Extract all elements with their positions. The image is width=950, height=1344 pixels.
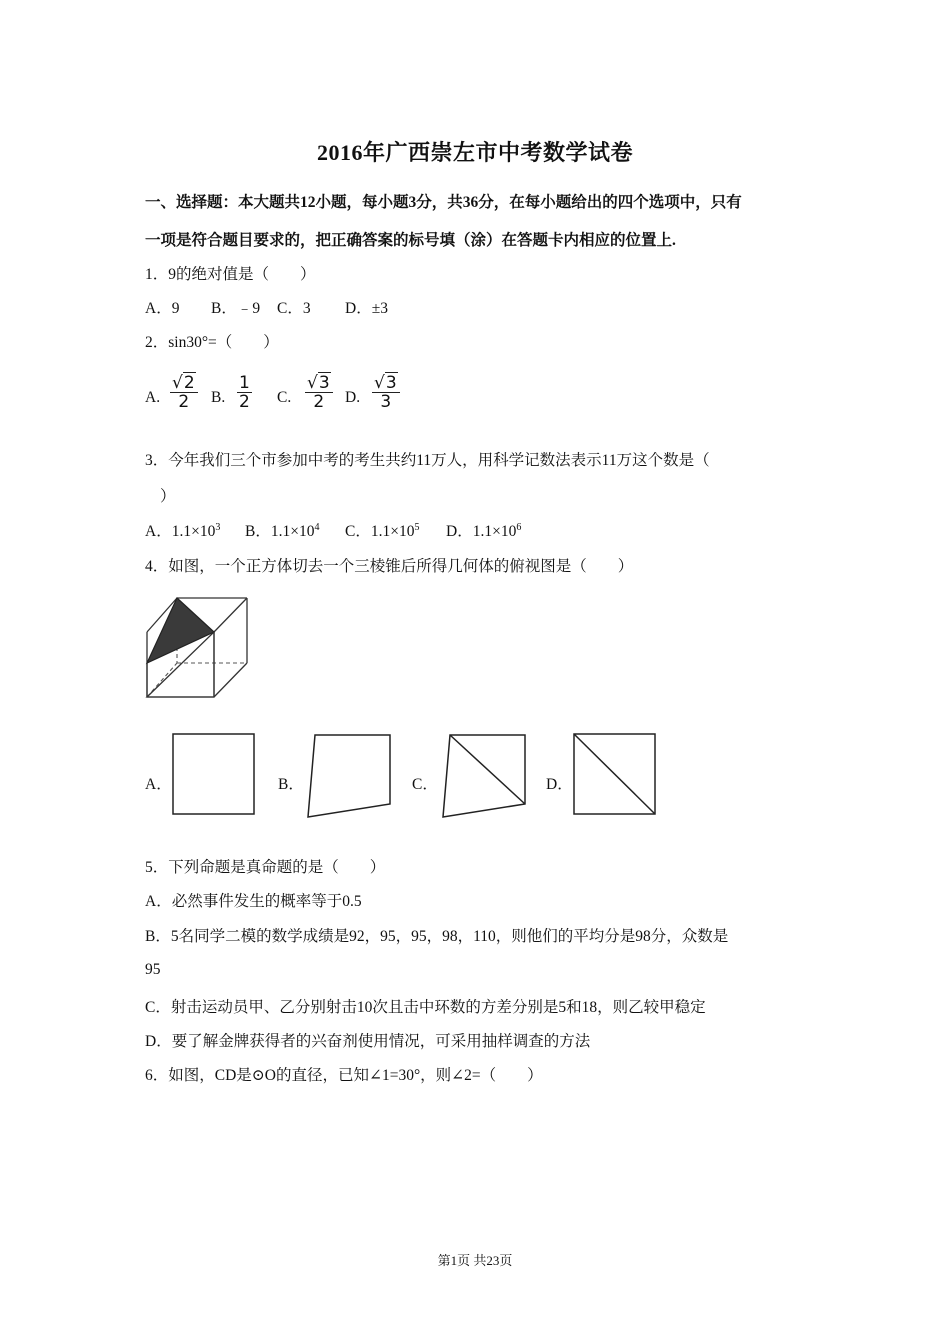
q2-option-b-numerator: 1 [239,373,250,393]
section-heading-line2: 一项是符合题目要求的，把正确答案的标号填（涂）在答题卡内相应的位置上. [145,232,676,249]
q1-option-a: A．9 [145,300,180,317]
q1-option-c: C．3 [277,300,311,317]
q1-stem: 1．9的绝对值是（ ） [145,266,316,283]
q4-option-d-label: D． [546,776,573,793]
q2-option-a-radicand: 2 [183,373,195,393]
q4-option-d-figure [573,733,657,817]
q6-stem: 6．如图，CD是⊙O的直径，已知∠1=30°，则∠2=（ ） [145,1067,543,1084]
q5-option-c: C．射击运动员甲、乙分别射击10次且击中环数的方差分别是5和18，则乙较甲稳定 [145,999,706,1016]
q3-option-c: C．$1.1\times 10^5$ [345,521,420,540]
paper-title: 2016年广西崇左市中考数学试卷 [316,140,633,165]
q3-option-b: B．$1.1\times 10^4$ [245,521,320,540]
q5-option-d: D．要了解金牌获得者的兴奋剂使用情况，可采用抽样调查的方法 [145,1033,591,1050]
q5-option-b-line1: B．5名同学二模的数学成绩是92，95，95，98，110，则他们的平均分是98分，众数是 [145,928,729,945]
q2-option-a-fraction: $\frac{√2}{2}$ [170,374,198,411]
q5-stem: 5．下列命题是真命题的是（ ） [145,859,386,876]
q3-stem-line2: ） [160,488,176,505]
q4-option-c-label: C． [412,776,438,793]
q2-stem: 2．sin30°=（ ） [145,334,279,351]
q1-option-b: B．﹣9 [211,300,261,317]
q3-option-d: D．$1.1\times 10^6$ [446,521,522,540]
q4-option-a-figure [172,733,256,817]
q4-cube-figure [144,596,250,700]
q2-option-c-label: C. [277,389,292,406]
q2-option-b-label: B. [211,389,226,406]
page-footer: 第1页 共23页 [437,1253,513,1268]
section-heading-line1: 一、选择题：本大题共12小题，每小题3分，共36分，在每小题给出的四个选项中，只有 [145,194,742,211]
q2-option-d-fraction: $\frac{√3}{3}$ [372,374,400,411]
q2-option-d-label: D. [345,389,361,406]
q2-option-c-radicand: 3 [318,373,330,393]
q1-option-d: D．±3 [345,300,388,317]
q2-option-c-fraction: $\frac{√3}{2}$ [305,374,333,411]
q2-option-a-denominator: 2 [178,392,190,412]
q2-option-c-denominator: 2 [313,392,325,412]
q4-option-b-figure [305,733,393,821]
q4-option-b-label: B． [278,776,304,793]
q2-option-b-fraction [237,374,252,411]
q5-option-b-line2: 95 [145,961,161,978]
q2-option-d-denominator: 3 [380,392,392,412]
q2-option-b-denominator: 2 [239,392,250,412]
q2-option-d-radicand: 3 [385,373,397,393]
q5-option-a: A．必然事件发生的概率等于0.5 [145,893,362,910]
q3-stem-line1: 3．今年我们三个市参加中考的考生共约11万人，用科学记数法表示11万这个数是（ [145,452,710,469]
q4-option-a-label: A． [145,776,172,793]
q2-option-a-label: A. [145,389,161,406]
q4-stem: 4．如图，一个正方体切去一个三棱锥后所得几何体的俯视图是（ ） [145,558,634,575]
q3-option-a: A．$1.1\times 10^3$ [145,521,221,540]
q4-option-c-figure [440,733,528,821]
